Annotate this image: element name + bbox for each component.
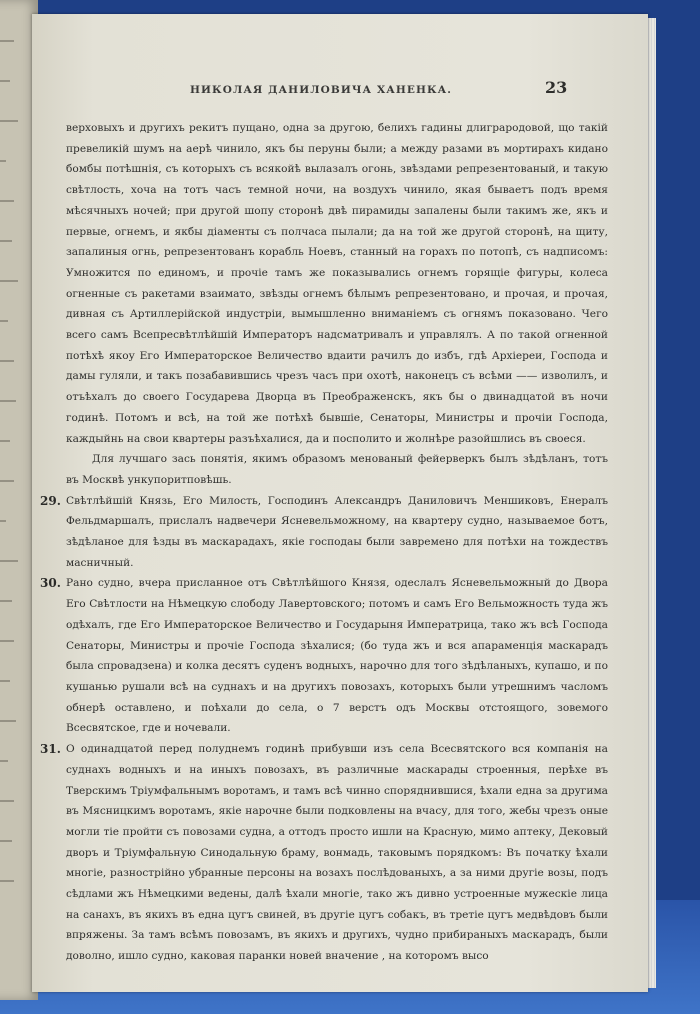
entry-29 (40, 491, 608, 574)
entry-text: Рано судно, вчера присланное отъ Свѣтлѣйшого Князя, одеслалъ Ясневельможный до Двора Его Свѣтлости на Нѣмецкую слободу Лавертовского; потомъ и самъ Его Вельможность туда жъ одѣхалъ, где Его Императорское Величество и Государыня Императрица, тако жъ всѣ Господа Сенаторы, Министры и прочіе Господа зѣхалися; (бо туда жъ и вся апараменція маскарадъ была спровадзена) и колка десятъ суденъ водныхъ, нарочно для того зѣдѣланыхъ, купашо, и по кушанью рушали всѣ на суднахъ и на другихъ повозахъ, которыхъ были утрешнимъ часломъ обнерѣ оставлено, и поѣхали до села, о 7 верстъ одъ Москвы отстоящого, зовемого Всесвятское, где и ночевали. (66, 577, 608, 735)
entry-number: 30. (40, 576, 61, 591)
continuation-paragraph: верховыхъ и другихъ рекитъ пущано, одна за другою, белихъ гадины длиграродовой, що такій превеликій шумъ на аерѣ чинило, якъ бы перуны были; а между разами въ мортирахъ кидано бомбы потѣшнія, съ которыхъ съ всякойѣ вылазалъ огонь, звѣздами репрезентованый, и такую свѣтлость, хоча на тотъ часъ темной ночи, на воздухъ чинило, якая бываетъ подъ время мѣсячныхъ ночей; при другой шопу сторонѣ двѣ пирамиды запалены были такимъ же, якъ и первые, огнемъ, и якбы діаменты съ полчаса пылали; да на той же другой сторонѣ, на щиту, запалиныя огнь, репрезентованъ корабль Ноевъ, станный на горахъ по потопѣ, съ надписомъ: Умножится по единомъ, и прочіе тамъ же показывались огнемъ горящіе фигуры, колеса огненные съ ракетами взаимато, звѣзды огнемъ бѣлымъ репрезентовано, и прочая, и прочая, дивная съ Артиллерійской индустріи, вымышленно вниманіемъ съ огнямъ показовано. Чего всего самъ Всепресвѣтлѣйшій Императоръ надсматривалъ и управлялъ. А по такой огненной потѣхѣ якоу Его Императорское Величество вдаити рачилъ до избъ, гдѣ Архіереи, Господа и дамы гуляли, и такъ позабавившись чрезъ часъ при охотѣ, наконецъ съ всѣми —— изволилъ, и отъѣхалъ до своего Государева Дворца въ Преображенскъ, якъ бы о двинадцатой въ ночи годинѣ. Потомъ и всѣ, на той же потѣхѣ бывшіе, Сенаторы, Министры и прочіи Господа, каждыйнь на свои квартеры разъѣхалися, да и посполито и жолнѣре разойшлись въ своеся. (66, 122, 608, 445)
page-number: 23 (545, 78, 568, 97)
entry-text: О одинадцатой перед полуднемъ годинѣ прибувши изъ села Всесвятского вся компанія на суднахъ водныхъ и на иныхъ повозахъ, въ различные маскарады строенныя, перѣхе въ Тверскимъ Тріумфальнымъ воротамъ, и тамъ всѣ чинно споряднившися, ѣхали една за другима въ Мясницкимъ воротамъ, якіе нарочне были подковлены на вчасу, для того, жебы чрезъ оные могли тіе пройти съ повозами судна, а оттодъ просто ишли на Красную, мимо аптеку, Дековый дворъ и Тріумфальную Синодальную браму, вонмадь, таковымъ порядкомъ: Въ початку ѣхали многіе, разнострійно убранные персоны на возахъ послѣдованыхъ, а за ними другіе возы, подъ сѣдлами жъ Нѣмецкими ведены, далѣ ѣхали многіе, тако жъ дивно устроенные мужескіе лица на санахъ, въ якихъ въ една цугъ свиней, въ другіе цугъ собакъ, въ третіе цугъ медвѣдовъ были впряжены. За тамъ всѣмъ повозамъ, въ якихъ и другихъ, чудно прибираныхъ маскарадъ, были доволно, ишло судно, каковая паранки новей вначение , на которомъ высо (66, 743, 608, 963)
entry-number: 29. (40, 493, 61, 508)
entry-number: 31. (40, 742, 61, 757)
page-header (190, 78, 570, 102)
entry-31 (40, 739, 608, 967)
text-block (40, 118, 608, 967)
entry-30 (40, 573, 608, 739)
running-head: НИКОЛАЯ ДАНИЛОВИЧА ХАНЕНКА. (190, 84, 453, 96)
entry-text: Свѣтлѣйшій Князь, Его Милость, Господинъ Александръ Даниловичъ Меншиковъ, Енералъ Фельдмаршалъ, прислалъ надвечери Ясневельможному, на квартеру судно, называемое ботъ, зѣдѣланое для ѣзды въ маскарадахъ, якіе господаы были завремено для потѣхи на тождествъ масничный. (66, 494, 608, 569)
continuation-tail-paragraph: Для лучшаго зась понятія, якимъ образомъ менованый фейерверкъ былъ зѣдѣланъ, тотъ въ Москвѣ ункупоритповѣшь. (66, 453, 608, 486)
